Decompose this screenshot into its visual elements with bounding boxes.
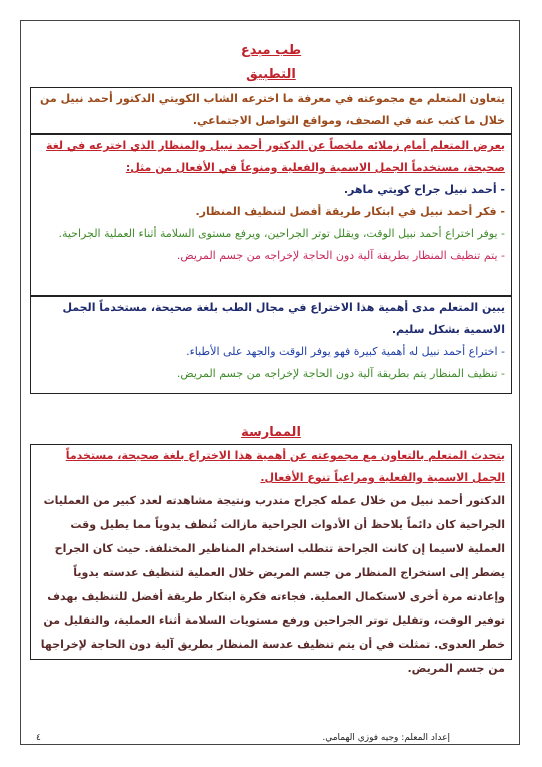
practice-paragraph: الدكتور أحمد نبيل من خلال عمله كجراح متدرب ونتيجة مشاهدته لعدد كبير من العمليات الجراحية كان دائماً يلاحظ أن الأدوات الجراحية مازالت تُنظف يدوياً مما يطيل وقت العملية لاسيما إن كانت الجراحة تتطلب استخدام المناظير المختلفة. حيث كان الجراح يضطر إلى استخراج المنظار من جسم المريض خلال العملية لتنظيف عدسته يدوياً وإعادته مرة أخرى لاستكمال العملية. فجاءته فكرة ابتكار طريقة أفضل للتنظيف بهدف توفير الوقت، وتقليل توتر الجراحين ورفع مستويات السلامة أثناء العملية، والتقليل من خطر العدوى. تمثلت في أن يتم تنظيف عدسة المنظار بطريق آلية دون الحاجة لإخراجها من جسم المريض. [40, 494, 505, 675]
summary-example-4: - يتم تنظيف المنظار بطريقة آلية دون الحاجة لإخراجه من جسم المريض. [176, 249, 505, 262]
activity-box-importance [30, 296, 512, 394]
practice-instruction: يتحدث المتعلم بالتعاون مع مجموعته عن أهمية هذا الاختراع بلغة صحيحة، مستخدماً الجمل الاسمية والفعلية ومراعياً تنوع الأفعال. [65, 449, 505, 484]
summary-example-2: - فكر أحمد نبيل في ابتكار طريقة أفضل لتنظيف المنظار. [195, 205, 505, 218]
activity-box-practice [30, 444, 512, 675]
importance-example-2: - تنظيف المنظار يتم بطريقة آلية دون الحاجة لإخراجه من جسم المريض. [176, 367, 505, 380]
section-heading-practice: الممارسة [241, 425, 301, 440]
summary-example-3: - يوفر اختراع أحمد نبيل الوقت، ويقلل توتر الجراحين، ويرفع مستوى السلامة أثناء العملية الجراحية. [58, 227, 505, 240]
page-title: طب مبدع [240, 43, 302, 58]
importance-example-1: - اختراع أحمد نبيل له أهمية كبيرة فهو يوفر الوقت والجهد على الأطباء. [186, 345, 505, 358]
activity-box-summary [30, 134, 512, 296]
activity-box-research [30, 87, 512, 134]
importance-instruction: يبين المتعلم مدى أهمية هذا الاختراع في مجال الطب بلغة صحيحة، مستخدماً الجمل الاسمية بشكل سليم. [62, 301, 505, 336]
footer-author: إعداد المعلم: وجيه فوزي الهمامي. [322, 733, 450, 743]
summary-example-1: - أحمد نبيل جراح كويتي ماهر. [343, 183, 505, 196]
section-heading-apply: التطبيق [246, 67, 296, 82]
summary-instruction: يعرض المتعلم أمام زملائه ملخصاً عن الدكتور أحمد نبيل والمنظار الذي اخترعه في لغة صحيحة، مستخدماً الجمل الاسمية والفعلية ومنوعاً في الأفعال من مثل: [46, 139, 505, 174]
page-number: ٤ [36, 733, 41, 743]
research-task-text: يتعاون المتعلم مع مجموعته في معرفة ما اخترعه الشاب الكويتي الدكتور أحمد نبيل من خلال ما كتب عنه في الصحف، ومواقع التواصل الاجتماعي. [40, 92, 505, 127]
